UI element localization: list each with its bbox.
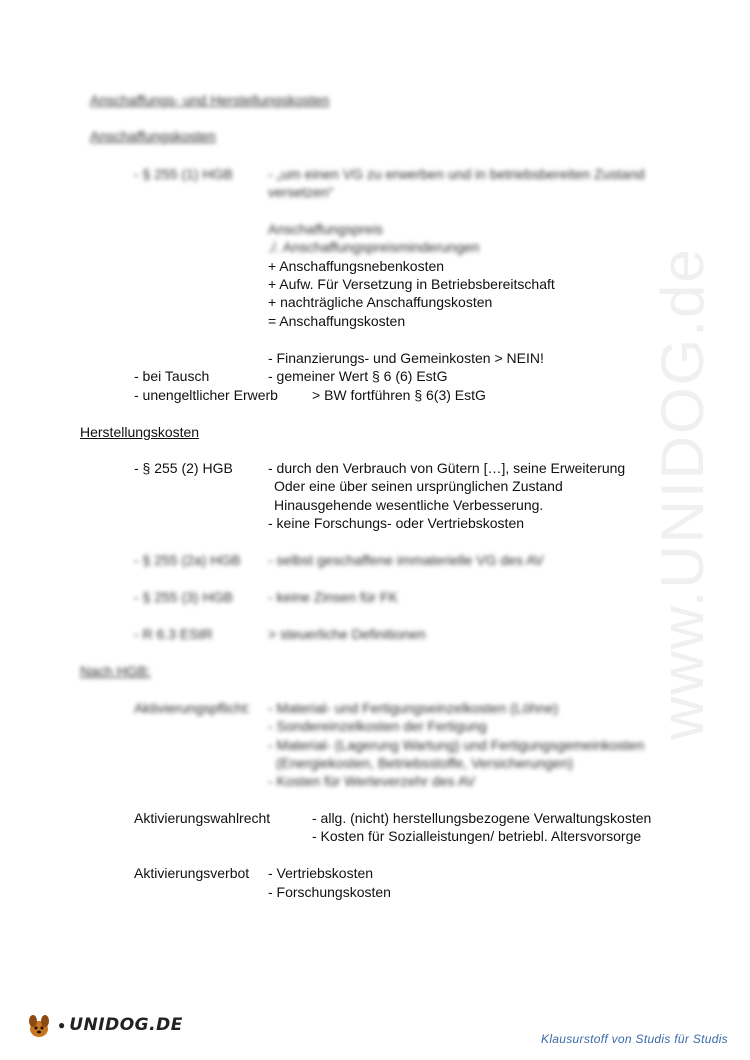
pflicht-line: - Material- (Lagerung Wartung) und Fertigungsgemeinkosten <box>268 737 645 753</box>
hk-ref-3: - § 255 (3) HGB <box>134 589 233 605</box>
wahl-line: - allg. (nicht) herstellungsbezogene Verwaltungskosten <box>312 810 652 826</box>
unidog-logo[interactable] <box>24 1010 183 1040</box>
wahl-label: Aktivierungswahlrecht <box>134 810 271 826</box>
verbot-line: - Forschungskosten <box>268 884 391 900</box>
watermark: www.UNIDOG.de <box>649 247 716 740</box>
hk-text-4: > steuerliche Definitionen <box>268 626 426 642</box>
page-title: Anschaffungs- und Herstellungskosten <box>90 92 330 108</box>
hgb-heading: Nach HGB: <box>80 663 151 679</box>
verbot-line: - Vertriebskosten <box>268 865 374 881</box>
ak-def-line-1: - „um einen VG zu erwerben und in betriebsbereiten Zustand <box>268 166 645 182</box>
hk-line: - durch den Verbrauch von Gütern […], seine Erweiterung <box>268 460 626 476</box>
pflicht-label: Aktivierungspflicht: <box>134 700 251 716</box>
hk-text-2a: - selbst geschaffene immaterielle VG des AV <box>268 552 544 568</box>
ak-calc-line: + Aufw. Für Versetzung in Betriebsbereitschaft <box>268 276 555 292</box>
footer-tagline: Klausurstoff von Studis für Studis <box>541 1032 728 1046</box>
ak-calc-line: + Anschaffungsnebenkosten <box>268 258 445 274</box>
hk-text-3: - keine Zinsen für FK <box>268 589 398 605</box>
ak-calc-line: ./. Anschaffungspreisminderungen <box>268 239 480 255</box>
logo-text: UNIDOG.DE <box>69 1015 183 1035</box>
pflicht-line: - Sondereinzelkosten der Fertigung <box>268 718 487 734</box>
ak-tausch-text: - gemeiner Wert § 6 (6) EstG <box>268 368 448 384</box>
wahl-line: - Kosten für Sozialleistungen/ betriebl. Altersvorsorge <box>312 828 642 844</box>
ak-unentg-label: - unengeltlicher Erwerb <box>134 387 278 403</box>
ak-tausch-label: - bei Tausch <box>134 368 210 384</box>
dog-icon <box>24 1010 54 1040</box>
ak-calc-line: = Anschaffungskosten <box>268 313 406 329</box>
hk-line: Oder eine über seinen ursprünglichen Zustand <box>274 478 563 494</box>
hk-heading: Herstellungskosten <box>80 424 200 440</box>
ak-ref: - § 255 (1) HGB <box>134 166 233 182</box>
verbot-label: Aktivierungsverbot <box>134 865 250 881</box>
ak-def-line-2: versetzen“ <box>268 184 334 200</box>
ak-unentg-text: > BW fortführen § 6(3) EstG <box>312 387 486 403</box>
pflicht-line: - Kosten für Werteverzehr des AV <box>268 773 476 789</box>
ak-finanz: - Finanzierungs- und Gemeinkosten > NEIN! <box>268 350 544 366</box>
hk-ref-4: - R 6.3 EStR <box>134 626 213 642</box>
ak-heading: Anschaffungskosten <box>90 128 216 144</box>
paw-icon: ● <box>58 1018 66 1032</box>
hk-line: - keine Forschungs- oder Vertriebskosten <box>268 515 525 531</box>
hk-line: Hinausgehende wesentliche Verbesserung. <box>274 497 544 513</box>
ak-calc-line: + nachträgliche Anschaffungskosten <box>268 294 493 310</box>
pflicht-line: - Material- und Fertigungseinzelkosten (Löhne) <box>268 700 559 716</box>
hk-ref-2a: - § 255 (2a) HGB <box>134 552 241 568</box>
pflicht-line: (Energiekosten, Betriebsstoffe, Versicherungen) <box>276 755 574 771</box>
ak-calc-line: Anschaffungspreis <box>268 221 383 237</box>
hk-ref: - § 255 (2) HGB <box>134 460 233 476</box>
